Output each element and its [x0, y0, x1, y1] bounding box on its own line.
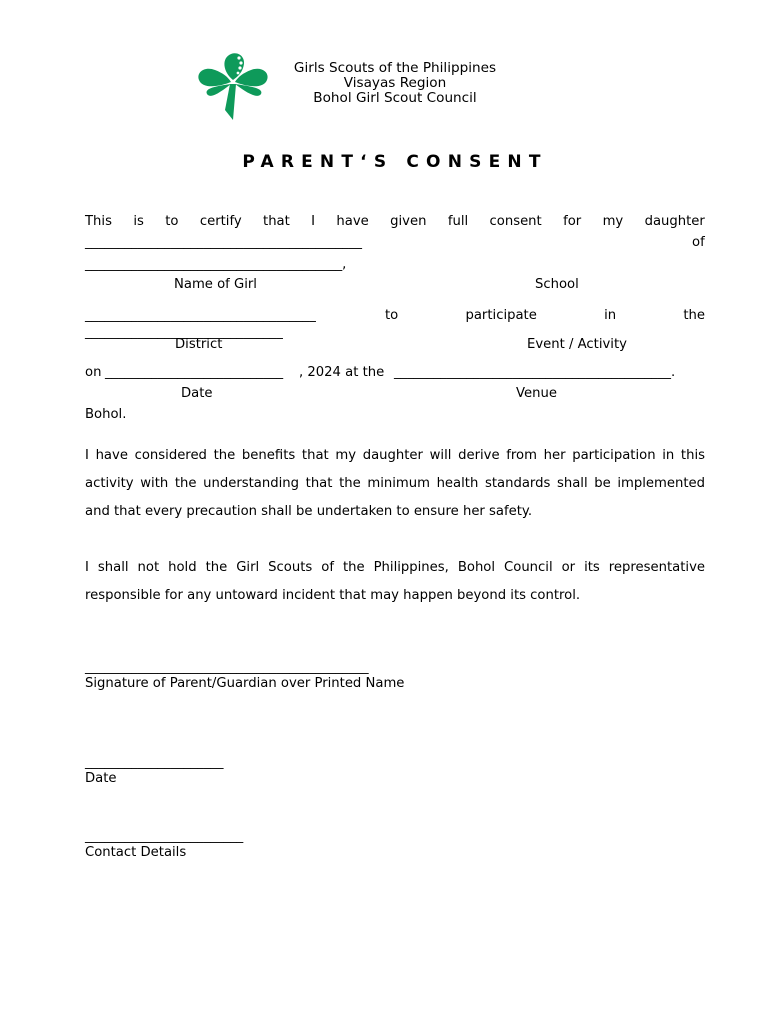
date-line: _____________________ [85, 755, 224, 770]
word: to [165, 214, 179, 229]
word: to [385, 308, 399, 323]
word: certify [199, 214, 242, 229]
word: consent [489, 214, 542, 229]
trefoil-icon [195, 50, 271, 122]
caption-venue: Venue [516, 386, 557, 401]
word: have [336, 214, 369, 229]
caption-date: Date [181, 386, 213, 401]
bohol-text: Bohol. [85, 407, 127, 422]
word: for [563, 214, 582, 229]
caption-name-of-girl: Name of Girl [174, 277, 257, 292]
benefits-paragraph: I have considered the benefits that my daughter will derive from her participation in this activity with the understanding that the minimum health standards shall be implemented and that every precaution shall be undertaken to ensure her safety. [85, 448, 705, 519]
name-of-girl-blank: __________________________________________ [85, 235, 362, 250]
signature-line: ___________________________________________ [85, 660, 369, 675]
word: in [604, 308, 617, 323]
date-blank: ___________________________ [105, 365, 284, 380]
school-blank: _______________________________________, [85, 257, 347, 272]
word: that [263, 214, 290, 229]
contact-line: ________________________ [85, 829, 244, 844]
word: full [447, 214, 469, 229]
org-region: Visayas Region [343, 75, 447, 91]
liability-paragraph: I shall not hold the Girl Scouts of the Philippines, Bohol Council or its representative responsible for any untoward incident that may happen beyond its control. [85, 560, 705, 603]
participate-sentence [385, 308, 705, 323]
word: given [390, 214, 427, 229]
word: the [683, 308, 705, 323]
date-label: Date [85, 771, 117, 786]
caption-event: Event / Activity [527, 337, 627, 352]
of-word: of [692, 235, 705, 250]
district-blank: ___________________________________ [85, 308, 316, 323]
certify-sentence [85, 214, 705, 229]
signature-label: Signature of Parent/Guardian over Printed Name [85, 676, 405, 691]
word: my [602, 214, 624, 229]
year-at-text: , 2024 at the [299, 365, 385, 380]
word: daughter [644, 214, 705, 229]
page-title: PARENT‘S CONSENT [242, 152, 548, 172]
on-word: on [85, 365, 102, 380]
word: I [311, 214, 316, 229]
contact-label: Contact Details [85, 845, 187, 860]
org-name: Girls Scouts of the Philippines [293, 60, 497, 76]
word: participate [465, 308, 537, 323]
org-council: Bohol Girl Scout Council [313, 90, 477, 106]
venue-blank: __________________________________________. [394, 365, 676, 380]
word: This [85, 214, 112, 229]
word: is [133, 214, 144, 229]
caption-district: District [175, 337, 223, 352]
caption-school: School [535, 277, 579, 292]
event-blank: ______________________________ [85, 325, 283, 340]
